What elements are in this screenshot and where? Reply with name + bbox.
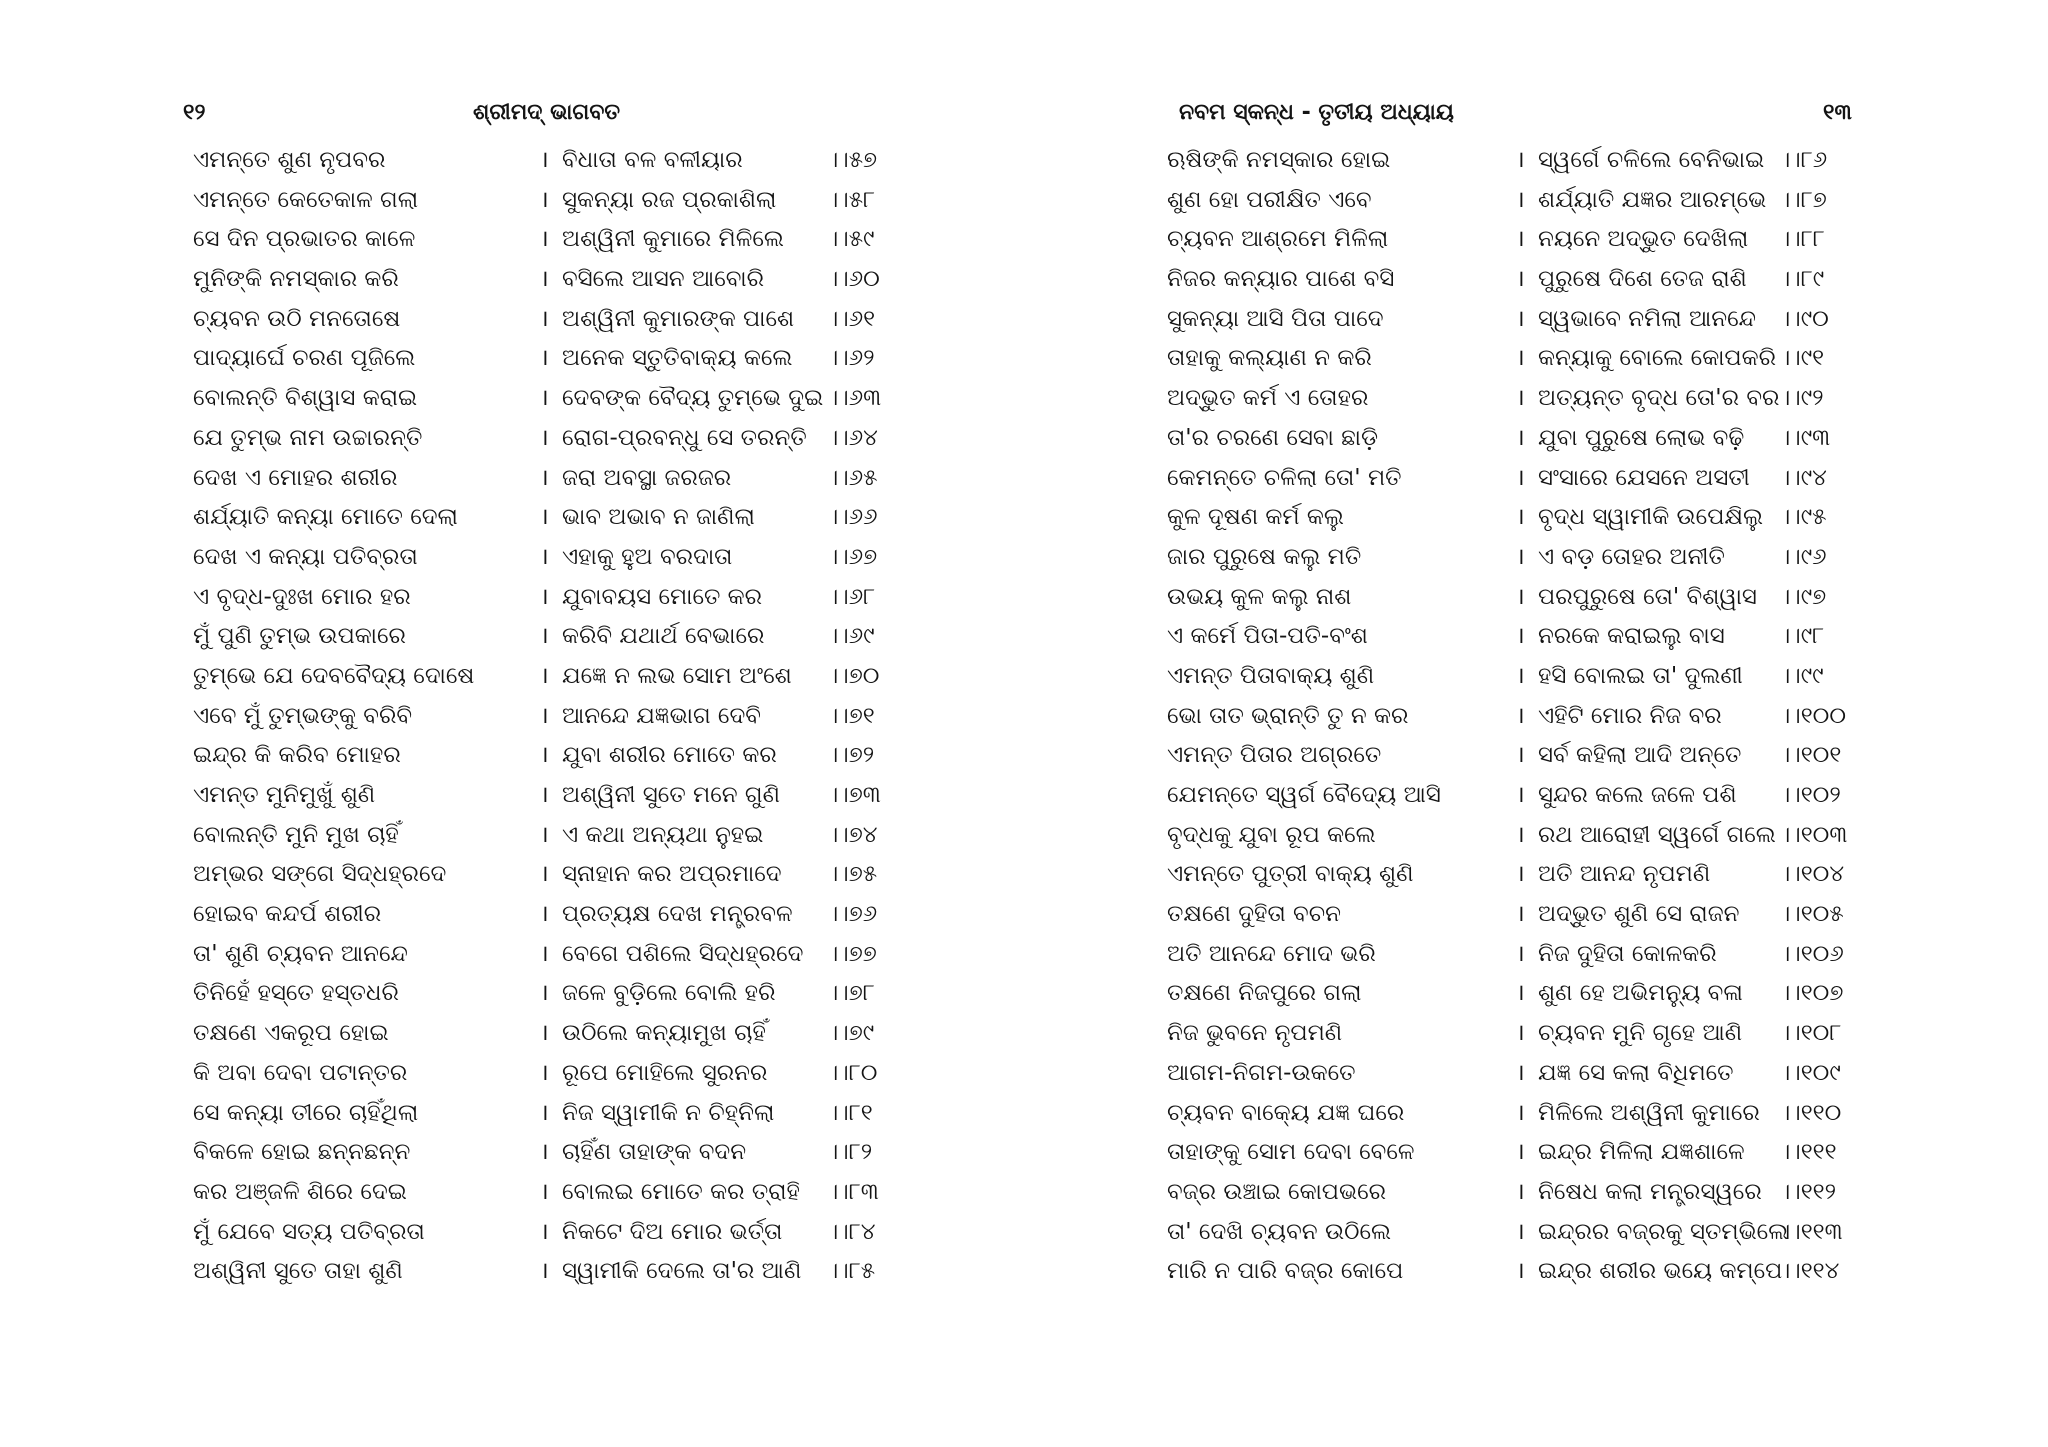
verse-number: ।।୬୧ bbox=[828, 305, 876, 332]
verse-number: ।।୭୭ bbox=[828, 940, 877, 967]
verse-number: ।।୯୪ bbox=[1780, 464, 1827, 491]
verse-separator: । bbox=[1516, 1139, 1525, 1166]
verse-row bbox=[1024, 1213, 2048, 1253]
verse-second-half: ଜରା ଅବସ୍ଥା ଜରଜର bbox=[562, 464, 732, 491]
verse-number: ।।୧୧୩ bbox=[1780, 1218, 1843, 1245]
verse-first-half: ବୃଦ୍ଧକୁ ଯୁବା ରୂପ କଲେ bbox=[1167, 821, 1376, 848]
verse-separator: । bbox=[1516, 464, 1525, 491]
verse-first-half: ବିକଳେ ହୋଇ ଛନ୍ନଛନ୍ନ bbox=[193, 1139, 411, 1166]
verse-separator: । bbox=[1516, 1020, 1525, 1047]
verse-row bbox=[0, 459, 1024, 499]
verse-separator: । bbox=[1516, 424, 1525, 451]
verse-number: ।।୬୩ bbox=[828, 385, 882, 412]
verse-row bbox=[1024, 1252, 2048, 1292]
verse-separator: । bbox=[1516, 623, 1525, 650]
verse-number: ।।୯୨ bbox=[1780, 385, 1824, 412]
verse-number: ।।୯୬ bbox=[1780, 543, 1827, 570]
verse-number: ।।୧୦୩ bbox=[1780, 821, 1848, 848]
verse-second-half: ସର୍ବ କହିଲା ଆଦି ଅନ୍ତେ bbox=[1538, 742, 1742, 769]
verse-separator: । bbox=[540, 147, 549, 173]
verse-second-half: ନରକେ କରାଇଲୁ ବାସ bbox=[1538, 623, 1725, 650]
verse-separator: । bbox=[540, 980, 549, 1007]
verse-number: ।।୯୧ bbox=[1780, 345, 1825, 372]
verse-first-half: ମୁଁ ପୁଣି ତୁମ୍ଭ ଉପକାରେ bbox=[193, 623, 406, 650]
verse-second-half: ସୁନ୍ଦର କଲେ ଜଳେ ପଶି bbox=[1538, 782, 1737, 808]
running-title: ଶ୍ରୀମଦ୍ ଭାଗବତ bbox=[473, 100, 621, 125]
verse-number: ।।୮୦ bbox=[828, 1059, 878, 1086]
verse-first-half: ତକ୍ଷଣେ ଦୁହିତା ବଚନ bbox=[1167, 901, 1341, 928]
verse-row bbox=[0, 220, 1024, 260]
verse-second-half: ନିଜ ସ୍ୱାମୀକି ନ ଚିହ୍ନିଲା bbox=[562, 1099, 775, 1126]
verse-row bbox=[1024, 935, 2048, 975]
verse-second-half: ଚାହିଁଣ ତାହାଙ୍କ ବଦନ bbox=[562, 1139, 747, 1166]
verse-row bbox=[1024, 1094, 2048, 1134]
verse-row bbox=[1024, 538, 2048, 578]
verse-first-half: ଦେଖ ଏ କନ୍ୟା ପତିବ୍ରତା bbox=[193, 543, 418, 570]
verse-row bbox=[0, 1133, 1024, 1173]
verse-first-half: କୁଳ ଦୂଷଣ କର୍ମ କଲୁ bbox=[1167, 504, 1344, 531]
running-title: ନବମ ସ୍କନ୍ଧ - ତୃତୀୟ ଅଧ୍ୟାୟ bbox=[1179, 100, 1454, 125]
verse-row bbox=[0, 935, 1024, 975]
verse-first-half: ଚ୍ୟବନ ଉଠି ମନତୋଷେ bbox=[193, 305, 401, 332]
verse-second-half: ଇନ୍ଦ୍ର ଶରୀର ଭୟେ କମ୍ପେ bbox=[1538, 1258, 1783, 1285]
verse-second-half: କରିବି ଯଥାର୍ଥ ବେଭାରେ bbox=[562, 623, 765, 650]
verse-number: ।।୫୯ bbox=[828, 226, 875, 253]
verse-number: ।।୧୦୪ bbox=[1780, 861, 1845, 888]
verse-first-half: ତାହାଙ୍କୁ ସୋମ ଦେବା ବେଳେ bbox=[1167, 1139, 1415, 1166]
verse-first-half: ତିନିହେଁ ହସ୍ତେ ହସ୍ତଧରି bbox=[193, 980, 399, 1007]
verse-second-half: ଏ କଥା ଅନ୍ୟଥା ନୁହଇ bbox=[562, 821, 764, 848]
verse-first-half: ମୁନିଙ୍କି ନମସ୍କାର କରି bbox=[193, 266, 399, 293]
verse-row bbox=[1024, 1173, 2048, 1213]
verse-first-half: ଅଦ୍ଭୁତ କର୍ମ ଏ ତୋହର bbox=[1167, 385, 1369, 412]
verse-separator: । bbox=[540, 226, 549, 253]
verse-second-half: ଦେବଙ୍କ ବୈଦ୍ୟ ତୁମ୍ଭେ ଦୁଇ bbox=[562, 385, 824, 412]
verse-row bbox=[0, 1213, 1024, 1253]
verse-second-half: ଯଜ୍ଞ ସେ କଲା ବିଧିମତେ bbox=[1538, 1059, 1734, 1086]
verse-first-half: ଏମନ୍ତେ କେତେକାଳ ଗଲା bbox=[193, 186, 419, 213]
verse-number: ।।୮୮ bbox=[1780, 226, 1825, 253]
verse-first-half: ବଜ୍ର ଉଞ୍ଚାଇ କୋପଭରେ bbox=[1167, 1178, 1387, 1205]
verse-separator: । bbox=[540, 543, 549, 570]
verse-first-half: ତକ୍ଷଣେ ନିଜପୁରେ ଗଲା bbox=[1167, 980, 1362, 1007]
verse-second-half: ନିଜ ଦୁହିତା କୋଳକରି bbox=[1538, 940, 1717, 967]
verse-first-half: କର ଅଞ୍ଜଳି ଶିରେ ଦେଇ bbox=[193, 1178, 407, 1205]
verse-number: ।।୯୫ bbox=[1780, 504, 1827, 531]
verse-first-half: ଶର୍ଯ୍ୟାତି କନ୍ୟା ମୋତେ ଦେଲା bbox=[193, 504, 458, 531]
verse-row bbox=[0, 736, 1024, 776]
verse-first-half: ଜାର ପୁରୁଷେ କଲୁ ମତି bbox=[1167, 543, 1362, 570]
verse-second-half: ପୁରୁଷେ ଦିଶେ ତେଜ ରାଶି bbox=[1538, 266, 1747, 293]
verse-second-half: ଜଳେ ବୁଡ଼ିଲେ ବୋଲି ହରି bbox=[562, 980, 776, 1007]
verse-number: ।।୭୧ bbox=[828, 702, 875, 729]
verse-second-half: ପ୍ରତ୍ୟକ୍ଷ ଦେଖ ମନ୍ତ୍ରବଳ bbox=[562, 901, 793, 928]
verse-row bbox=[0, 498, 1024, 538]
verse-row bbox=[0, 1054, 1024, 1094]
verse-row bbox=[0, 697, 1024, 737]
verse-separator: । bbox=[1516, 226, 1525, 253]
verse-row bbox=[1024, 578, 2048, 618]
verse-separator: । bbox=[1516, 543, 1525, 570]
verse-second-half: ରୋଗ-ପ୍ରବନ୍ଧୁ ସେ ତରନ୍ତି bbox=[562, 424, 807, 451]
verse-separator: । bbox=[1516, 305, 1525, 332]
right-page bbox=[1024, 0, 2048, 1447]
verse-number: ।।୧୦୭ bbox=[1780, 980, 1844, 1007]
verse-number: ।।୭୩ bbox=[828, 782, 881, 808]
verse-row bbox=[0, 895, 1024, 935]
verse-separator: । bbox=[540, 1258, 549, 1285]
verse-separator: । bbox=[540, 1099, 549, 1126]
verse-second-half: ଏହିଟି ମୋର ନିଜ ବର bbox=[1538, 702, 1722, 729]
verse-second-half: ନିଷେଧ କଲା ମନ୍ତ୍ରସ୍ୱରେ bbox=[1538, 1178, 1762, 1205]
verse-second-half: ରଥ ଆରୋହୀ ସ୍ୱର୍ଗେ ଗଲେ bbox=[1538, 821, 1776, 848]
verse-separator: । bbox=[1516, 980, 1525, 1007]
verse-row bbox=[1024, 419, 2048, 459]
verse-first-half: ଯେ ତୁମ୍ଭ ନାମ ଉଚ୍ଚାରନ୍ତି bbox=[193, 424, 423, 451]
verse-row bbox=[1024, 895, 2048, 935]
verse-number: ।।୮୨ bbox=[828, 1139, 873, 1166]
verse-number: ।।୬୦ bbox=[828, 266, 880, 293]
verse-row bbox=[1024, 736, 2048, 776]
verse-row bbox=[0, 1173, 1024, 1213]
verse-second-half: ଅଦ୍ଭୁତ ଶୁଣି ସେ ରାଜନ bbox=[1538, 901, 1740, 928]
verse-row bbox=[1024, 974, 2048, 1014]
verse-row bbox=[0, 1094, 1024, 1134]
verse-separator: । bbox=[540, 702, 549, 729]
verse-separator: । bbox=[1516, 1059, 1525, 1086]
verse-first-half: ମାରି ନ ପାରି ବଜ୍ର କୋପେ bbox=[1167, 1258, 1404, 1285]
verse-row bbox=[1024, 260, 2048, 300]
verse-row bbox=[0, 300, 1024, 340]
verse-second-half: ହସି ବୋଲଇ ତା' ଦୁଲଣୀ bbox=[1538, 662, 1743, 689]
verse-second-half: ଯୁବା ଶରୀର ମୋତେ କର bbox=[562, 742, 777, 769]
verse-row bbox=[1024, 855, 2048, 895]
verse-list bbox=[1024, 141, 2048, 1292]
verse-first-half: ଏମନ୍ତେ ପୁତ୍ରୀ ବାକ୍ୟ ଶୁଣି bbox=[1167, 861, 1414, 888]
verse-separator: । bbox=[1516, 861, 1525, 888]
page-number: ୧୨ bbox=[183, 100, 206, 125]
verse-second-half: ବୃଦ୍ଧ ସ୍ୱାମୀକି ଉପେକ୍ଷିଲୁ bbox=[1538, 504, 1764, 531]
verse-number: ।।୧୧୧ bbox=[1780, 1139, 1837, 1166]
verse-number: ।।୮୯ bbox=[1780, 266, 1825, 293]
verse-row bbox=[0, 974, 1024, 1014]
verse-number: ।।୯୩ bbox=[1780, 424, 1831, 451]
verse-number: ।।୧୧୦ bbox=[1780, 1099, 1842, 1126]
verse-row bbox=[0, 339, 1024, 379]
verse-number: ।।୧୦୦ bbox=[1780, 702, 1846, 729]
verse-number: ।।୭୬ bbox=[828, 901, 878, 928]
verse-separator: । bbox=[540, 1139, 549, 1166]
verse-second-half: ଏହାକୁ ହୁଅ ବରଦାତା bbox=[562, 543, 733, 570]
verse-second-half: ସ୍ୱର୍ଗେ ଚଳିଲେ ବେନିଭାଇ bbox=[1538, 147, 1765, 173]
verse-number: ।।୯୦ bbox=[1780, 305, 1829, 332]
verse-first-half: ଦେଖ ଏ ମୋହର ଶରୀର bbox=[193, 464, 398, 491]
verse-row bbox=[1024, 657, 2048, 697]
verse-separator: । bbox=[540, 742, 549, 769]
verse-first-half: ନିଜ ଭୁବନେ ନୃପମଣି bbox=[1167, 1020, 1343, 1047]
verse-row bbox=[1024, 181, 2048, 221]
verse-second-half: ସ୍ୱଭାବେ ନମିଲା ଆନନ୍ଦେ bbox=[1538, 305, 1756, 332]
verse-row bbox=[1024, 300, 2048, 340]
verse-separator: । bbox=[540, 940, 549, 967]
verse-separator: । bbox=[1516, 147, 1525, 173]
verse-first-half: ସେ କନ୍ୟା ତୀରେ ଚାହିଁଥିଲା bbox=[193, 1099, 419, 1126]
verse-second-half: ସଂସାରେ ଯେସନେ ଅସତୀ bbox=[1538, 464, 1750, 491]
verse-second-half: ଇନ୍ଦ୍ରର ବଜ୍ରକୁ ସ୍ତମ୍ଭିଲେ bbox=[1538, 1218, 1789, 1245]
verse-separator: । bbox=[1516, 385, 1525, 412]
verse-separator: । bbox=[540, 464, 549, 491]
verse-separator: । bbox=[1516, 186, 1525, 213]
verse-first-half: ତକ୍ଷଣେ ଏକରୂପ ହୋଇ bbox=[193, 1020, 389, 1047]
verse-second-half: ଭାବ ଅଭାବ ନ ଜାଣିଲା bbox=[562, 504, 755, 531]
verse-row bbox=[0, 855, 1024, 895]
verse-number: ।।୧୧୪ bbox=[1780, 1258, 1840, 1285]
verse-row bbox=[0, 260, 1024, 300]
verse-second-half: ସ୍ୱାମୀକି ଦେଲେ ତା'ର ଆଣି bbox=[562, 1258, 802, 1285]
verse-first-half: ଅମ୍ଭର ସଙ୍ଗେ ସିଦ୍ଧହ୍ରଦେ bbox=[193, 861, 447, 888]
verse-separator: । bbox=[540, 345, 549, 372]
verse-separator: । bbox=[540, 1218, 549, 1245]
verse-separator: । bbox=[540, 901, 549, 928]
verse-number: ।।୮୩ bbox=[828, 1178, 879, 1205]
verse-first-half: ସେ ଦିନ ପ୍ରଭାତର କାଳେ bbox=[193, 226, 416, 253]
verse-first-half: ଇନ୍ଦ୍ର କି କରିବ ମୋହର bbox=[193, 742, 401, 769]
verse-number: ।।୬୯ bbox=[828, 623, 875, 650]
verse-second-half: ଶୁଣ ହେ ଅଭିମନ୍ୟୁ ବଳା bbox=[1538, 980, 1743, 1007]
verse-second-half: ଅନେକ ସ୍ତୁତିବାକ୍ୟ କଲେ bbox=[562, 345, 793, 372]
page-number: ୧୩ bbox=[1823, 100, 1852, 125]
verse-number: ।।୭୮ bbox=[828, 980, 875, 1007]
verse-first-half: ଏ ବୃଦ୍ଧ-ଦୁଃଖ ମୋର ହର bbox=[193, 583, 411, 610]
verse-second-half: ଆନନ୍ଦେ ଯଜ୍ଞଭାଗ ଦେବି bbox=[562, 702, 761, 729]
verse-separator: । bbox=[1516, 940, 1525, 967]
verse-number: ।।୯୯ bbox=[1780, 662, 1824, 689]
verse-separator: । bbox=[540, 186, 549, 213]
verse-separator: । bbox=[1516, 345, 1525, 372]
verse-first-half: ଉଭୟ କୁଳ କଲୁ ନାଶ bbox=[1167, 583, 1352, 610]
verse-first-half: ଆଗମ-ନିଗମ-ଉକତେ bbox=[1167, 1059, 1356, 1086]
verse-separator: । bbox=[540, 266, 549, 293]
verse-first-half: ହୋଇବ କନ୍ଦର୍ପ ଶରୀର bbox=[193, 901, 382, 928]
verse-number: ।।୭୨ bbox=[828, 742, 875, 769]
verse-row bbox=[0, 816, 1024, 856]
verse-number: ।।୮୪ bbox=[828, 1218, 876, 1245]
verse-second-half: ଯୁବା ପୁରୁଷେ ଲୋଭ ବଢ଼ି bbox=[1538, 424, 1745, 451]
verse-first-half: ସୁକନ୍ୟା ଆସି ପିତା ପାଦେ bbox=[1167, 305, 1384, 332]
verse-first-half: ଏବେ ମୁଁ ତୁମ୍ଭଙ୍କୁ ବରିବି bbox=[193, 702, 413, 729]
verse-number: ।।୧୦୨ bbox=[1780, 782, 1841, 808]
verse-row bbox=[0, 538, 1024, 578]
verse-first-half: ଏମନ୍ତ ପିତାବାକ୍ୟ ଶୁଣି bbox=[1167, 662, 1375, 689]
verse-number: ।।୮୧ bbox=[828, 1099, 873, 1126]
verse-row bbox=[0, 657, 1024, 697]
verse-number: ।।୬୮ bbox=[828, 583, 876, 610]
verse-separator: । bbox=[1516, 782, 1525, 808]
verse-separator: । bbox=[540, 1178, 549, 1205]
verse-number: ।।୧୦୮ bbox=[1780, 1020, 1842, 1047]
verse-row bbox=[0, 379, 1024, 419]
verse-number: ।।୫୮ bbox=[828, 186, 876, 213]
verse-first-half: ମୁଁ ଯେବେ ସତ୍ୟ ପତିବ୍ରତା bbox=[193, 1218, 425, 1245]
verse-first-half: ଭୋ ତାତ ଭ୍ରାନ୍ତି ତୁ ନ କର bbox=[1167, 702, 1409, 729]
verse-first-half: ତାହାକୁ କଲ୍ୟାଣ ନ କରି bbox=[1167, 345, 1372, 372]
verse-separator: । bbox=[1516, 742, 1525, 769]
verse-first-half: ବୋଲନ୍ତି ବିଶ୍ୱାସ କରାଇ bbox=[193, 385, 418, 412]
verse-row bbox=[1024, 816, 2048, 856]
verse-separator: । bbox=[540, 424, 549, 451]
verse-first-half: ତା' ଦେଖି ଚ୍ୟବନ ଉଠିଲେ bbox=[1167, 1218, 1391, 1245]
verse-second-half: ଅତ୍ୟନ୍ତ ବୃଦ୍ଧ ତୋ'ର ବର bbox=[1538, 385, 1780, 412]
verse-first-half: କି ଅବା ଦେବା ପଟାନ୍ତର bbox=[193, 1059, 408, 1086]
verse-separator: । bbox=[540, 504, 549, 531]
verse-row bbox=[1024, 498, 2048, 538]
verse-separator: । bbox=[1516, 1178, 1525, 1205]
verse-second-half: ବୋଲଇ ମୋତେ କର ତ୍ରାହି bbox=[562, 1178, 800, 1205]
verse-separator: । bbox=[540, 662, 549, 689]
verse-row bbox=[1024, 776, 2048, 816]
verse-first-half: ଋଷିଙ୍କି ନମସ୍କାର ହୋଇ bbox=[1167, 147, 1391, 173]
verse-first-half: ଏ କର୍ମେ ପିତା-ପତି-ବଂଶ bbox=[1167, 623, 1368, 650]
verse-first-half: ଶୁଣ ହୋ ପରୀକ୍ଷିତ ଏବେ bbox=[1167, 186, 1372, 213]
verse-second-half: ଅତି ଆନନ୍ଦ ନୃପମଣି bbox=[1538, 861, 1711, 888]
verse-number: ।।୬୪ bbox=[828, 424, 878, 451]
verse-separator: । bbox=[1516, 1099, 1525, 1126]
verse-row bbox=[1024, 697, 2048, 737]
page-header bbox=[1024, 100, 2048, 140]
verse-first-half: ତା'ର ଚରଣେ ସେବା ଛାଡ଼ି bbox=[1167, 424, 1378, 451]
verse-second-half: ଉଠିଲେ କନ୍ୟାମୁଖ ଚାହିଁ bbox=[562, 1020, 766, 1047]
verse-separator: । bbox=[1516, 821, 1525, 848]
verse-row bbox=[1024, 339, 2048, 379]
verse-number: ।।୭୦ bbox=[828, 662, 880, 689]
verse-separator: । bbox=[1516, 1218, 1525, 1245]
verse-second-half: ସୁକନ୍ୟା ରଜ ପ୍ରକାଶିଲା bbox=[562, 186, 777, 213]
verse-first-half: ପାଦ୍ୟାର୍ଘେ ଚରଣ ପୂଜିଲେ bbox=[193, 345, 416, 372]
verse-number: ।।୧୦୫ bbox=[1780, 901, 1844, 928]
verse-first-half: ତୁମ୍ଭେ ଯେ ଦେବବୈଦ୍ୟ ଦୋଷେ bbox=[193, 662, 475, 689]
verse-row bbox=[1024, 617, 2048, 657]
verse-separator: । bbox=[1516, 901, 1525, 928]
verse-second-half: ଅଶ୍ୱିନୀ କୁମାରେ ମିଳିଲେ bbox=[562, 226, 784, 253]
verse-separator: । bbox=[1516, 1258, 1525, 1285]
verse-number: ।।୫୭ bbox=[828, 147, 878, 173]
verse-separator: । bbox=[1516, 583, 1525, 610]
verse-separator: । bbox=[1516, 266, 1525, 293]
verse-number: ।।୬୨ bbox=[828, 345, 875, 372]
verse-first-half: ଏମନ୍ତ ପିତାର ଅଗ୍ରତେ bbox=[1167, 742, 1382, 769]
verse-separator: । bbox=[1516, 662, 1525, 689]
verse-number: ।।୧୦୯ bbox=[1780, 1059, 1841, 1086]
verse-second-half: ବିଧାତା ବଳ ବଳୀୟାର bbox=[562, 147, 743, 173]
verse-row bbox=[1024, 1014, 2048, 1054]
verse-second-half: ମିଳିଲେ ଅଶ୍ୱିନୀ କୁମାରେ bbox=[1538, 1099, 1760, 1126]
verse-first-half: ଅଶ୍ୱିନୀ ସୁତେ ତାହା ଶୁଣି bbox=[193, 1258, 403, 1285]
verse-separator: । bbox=[1516, 504, 1525, 531]
verse-number: ।।୯୮ bbox=[1780, 623, 1825, 650]
verse-row bbox=[0, 578, 1024, 618]
verse-row bbox=[1024, 459, 2048, 499]
verse-second-half: ନୟନେ ଅଦ୍ଭୁତ ଦେଖିଲା bbox=[1538, 226, 1749, 253]
verse-row bbox=[1024, 141, 2048, 181]
verse-separator: । bbox=[540, 821, 549, 848]
verse-first-half: ଚ୍ୟବନ ଆଶ୍ରମେ ମିଳିଲା bbox=[1167, 226, 1389, 253]
verse-first-half: କେମନ୍ତେ ଚଳିଲା ତୋ' ମତି bbox=[1167, 464, 1402, 491]
verse-number: ।।୬୬ bbox=[828, 504, 878, 531]
verse-row bbox=[1024, 379, 2048, 419]
verse-first-half: ତା' ଶୁଣି ଚ୍ୟବନ ଆନନ୍ଦେ bbox=[193, 940, 408, 967]
verse-number: ।।୮୬ bbox=[1780, 147, 1828, 173]
verse-second-half: ଅଶ୍ୱିନୀ କୁମାରଙ୍କ ପାଶେ bbox=[562, 305, 795, 332]
verse-first-half: ନିଜର କନ୍ୟାର ପାଶେ ବସି bbox=[1167, 266, 1395, 293]
verse-first-half: ଯେମନ୍ତେ ସ୍ୱର୍ଗ ବୈଦ୍ୟେ ଆସି bbox=[1167, 782, 1441, 808]
verse-separator: । bbox=[540, 1059, 549, 1086]
verse-first-half: ଏମନ୍ତେ ଶୁଣ ନୃପବର bbox=[193, 147, 386, 173]
verse-second-half: ରୂପେ ମୋହିଲେ ସୁରନର bbox=[562, 1059, 768, 1086]
verse-first-half: ଚ୍ୟବନ ବାକ୍ୟେ ଯଜ୍ଞ ଘରେ bbox=[1167, 1099, 1405, 1126]
verse-number: ।।୯୭ bbox=[1780, 583, 1827, 610]
verse-first-half: ଅତି ଆନନ୍ଦେ ମୋଦ ଭରି bbox=[1167, 940, 1376, 967]
verse-second-half: ଯଜ୍ଞେ ନ ଲଭ ସୋମ ଅଂଶେ bbox=[562, 662, 792, 689]
verse-row bbox=[1024, 220, 2048, 260]
verse-second-half: ଅଶ୍ୱିନୀ ସୁତେ ମନେ ଗୁଣି bbox=[562, 782, 780, 808]
verse-number: ।।୬୭ bbox=[828, 543, 878, 570]
verse-second-half: ପରପୁରୁଷେ ତୋ' ବିଶ୍ୱାସ bbox=[1538, 583, 1757, 610]
verse-second-half: ବସିଲେ ଆସନ ଆବୋରି bbox=[562, 266, 765, 293]
verse-second-half: ସ୍ନାହାନ କର ଅପ୍ରମାଦେ bbox=[562, 861, 782, 888]
verse-number: ।।୬୫ bbox=[828, 464, 878, 491]
verse-number: ।।୧୦୬ bbox=[1780, 940, 1844, 967]
verse-row bbox=[0, 419, 1024, 459]
verse-row bbox=[0, 776, 1024, 816]
verse-second-half: ଚ୍ୟବନ ମୁନି ଗୃହେ ଆଣି bbox=[1538, 1020, 1743, 1047]
verse-number: ।।୭୯ bbox=[828, 1020, 875, 1047]
verse-separator: । bbox=[1516, 702, 1525, 729]
verse-separator: । bbox=[540, 782, 549, 808]
verse-second-half: ଶର୍ଯ୍ୟାତି ଯଜ୍ଞର ଆରମ୍ଭେ bbox=[1538, 186, 1767, 213]
verse-separator: । bbox=[540, 385, 549, 412]
verse-row bbox=[1024, 1054, 2048, 1094]
verse-second-half: ଯୁବାବୟସ ମୋତେ କର bbox=[562, 583, 763, 610]
verse-number: ।।୭୫ bbox=[828, 861, 878, 888]
verse-number: ।।୧୧୨ bbox=[1780, 1178, 1837, 1205]
verse-separator: । bbox=[540, 305, 549, 332]
verse-row bbox=[0, 1252, 1024, 1292]
verse-row bbox=[0, 141, 1024, 181]
verse-first-half: ଏମନ୍ତ ମୁନିମୁଖୁଁ ଶୁଣି bbox=[193, 782, 376, 808]
verse-number: ।।୮୫ bbox=[828, 1258, 876, 1285]
verse-second-half: ନିକଟେ ଦିଅ ମୋର ଭର୍ତ୍ତା bbox=[562, 1218, 783, 1245]
verse-separator: । bbox=[540, 623, 549, 650]
verse-second-half: ଇନ୍ଦ୍ର ମିଳିଲା ଯଜ୍ଞଶାଳେ bbox=[1538, 1139, 1745, 1166]
verse-row bbox=[0, 181, 1024, 221]
verse-second-half: ଏ ବଡ଼ ତୋହର ଅନୀତି bbox=[1538, 543, 1725, 570]
verse-number: ।।୧୦୧ bbox=[1780, 742, 1842, 769]
verse-first-half: ବୋଲନ୍ତି ମୁନି ମୁଖ ଚାହିଁ bbox=[193, 821, 399, 848]
page-header bbox=[0, 100, 1024, 140]
verse-second-half: କନ୍ୟାକୁ ବୋଲେ କୋପକରି bbox=[1538, 345, 1777, 372]
verse-second-half: ବେଗେ ପଶିଲେ ସିଦ୍ଧହ୍ରଦେ bbox=[562, 940, 804, 967]
verse-number: ।।୮୭ bbox=[1780, 186, 1827, 213]
verse-row bbox=[0, 617, 1024, 657]
verse-list bbox=[0, 141, 1024, 1292]
verse-separator: । bbox=[540, 1020, 549, 1047]
verse-row bbox=[1024, 1133, 2048, 1173]
verse-separator: । bbox=[540, 583, 549, 610]
verse-number: ।।୭୪ bbox=[828, 821, 878, 848]
verse-separator: । bbox=[540, 861, 549, 888]
verse-row bbox=[0, 1014, 1024, 1054]
